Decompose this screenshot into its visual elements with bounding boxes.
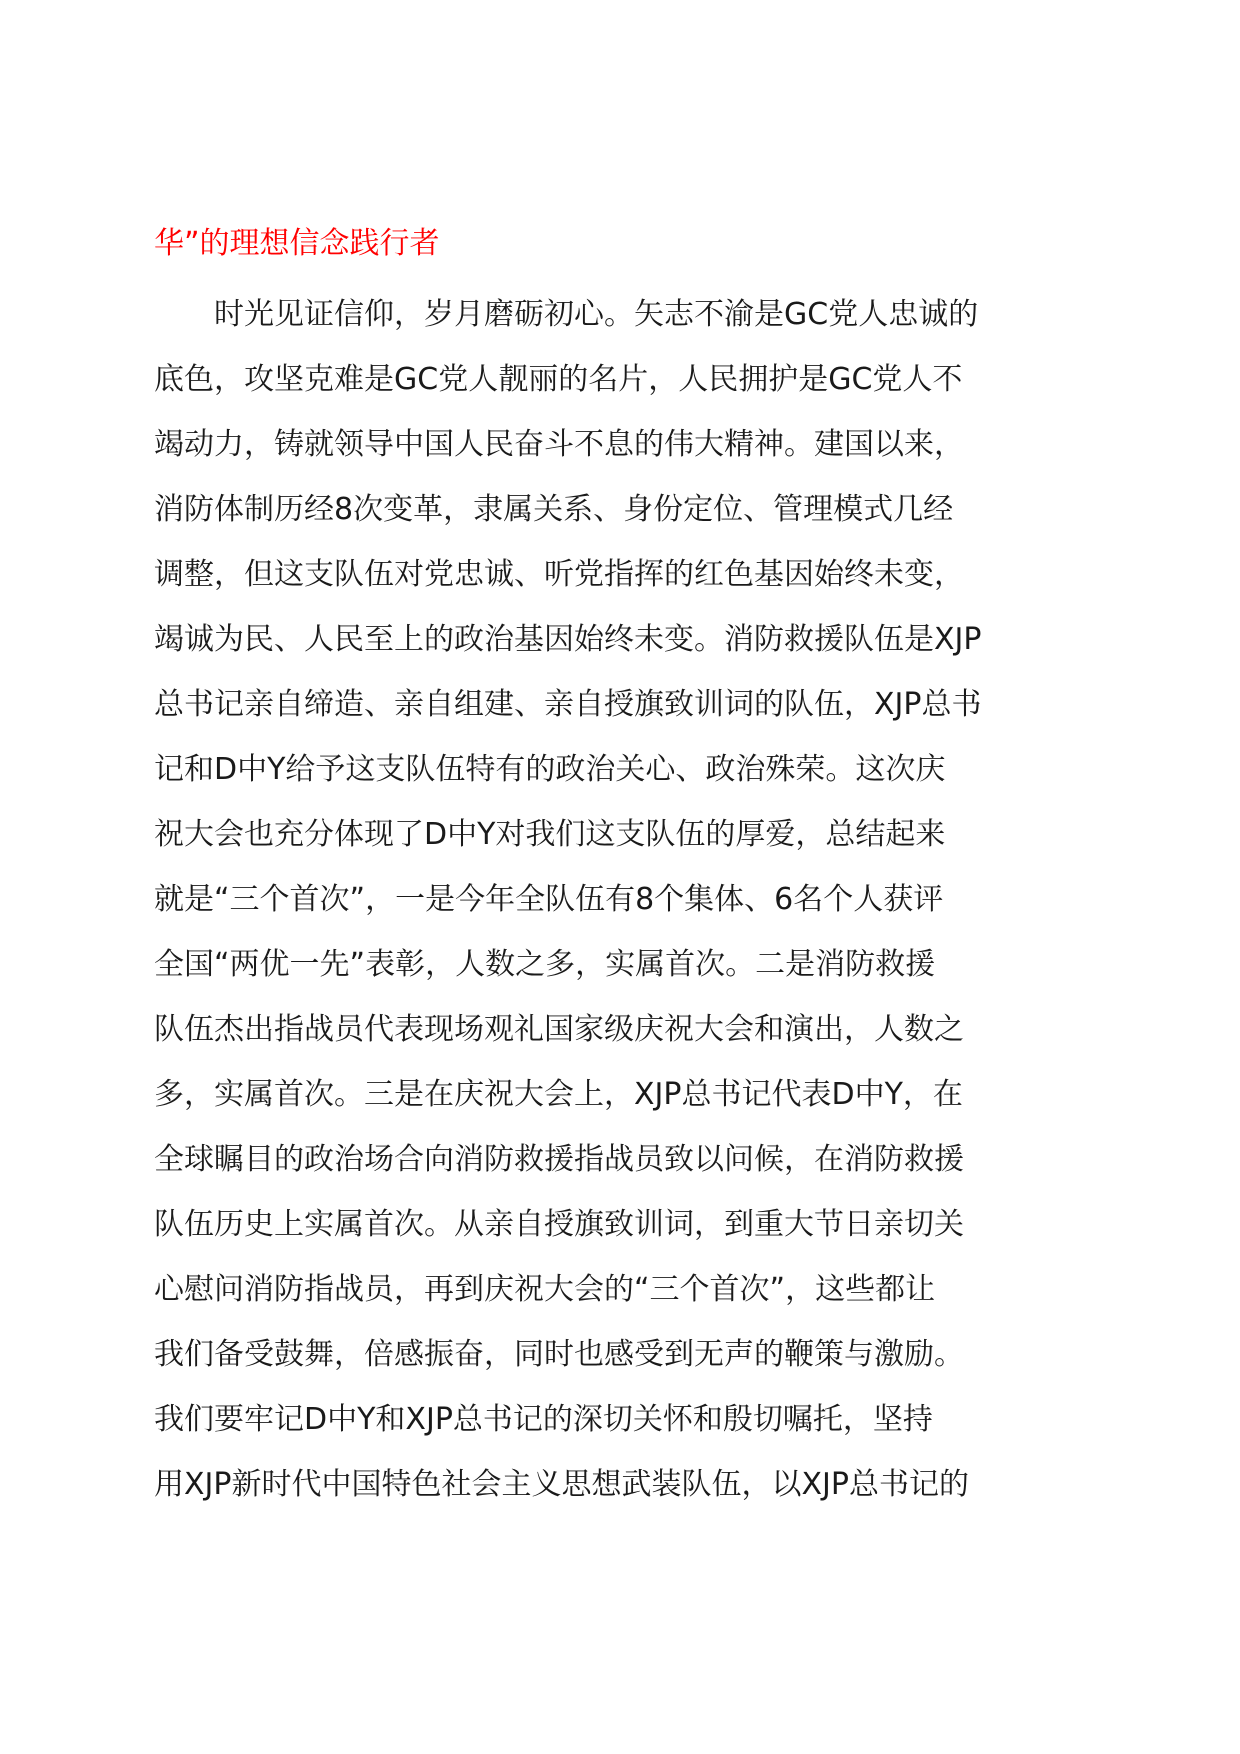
text-line: 队伍历史上实属首次。从亲自授旗致训词，到重大节日亲切关	[154, 1207, 964, 1242]
text-line: 消防体制历经8次变革，隶属关系、身份定位、管理模式几经	[154, 492, 954, 527]
text-line: 就是“三个首次”，一是今年全队伍有8个集体、6名个人获评	[154, 882, 944, 917]
text-line: 我们备受鼓舞，倍感振奋，同时也感受到无声的鞭策与激励。	[154, 1337, 964, 1372]
body-paragraph	[154, 282, 1094, 1517]
text-line: 多，实属首次。三是在庆祝大会上，XJP总书记代表D中Y，在	[154, 1077, 963, 1112]
text-line: 心慰问消防指战员，再到庆祝大会的“三个首次”，这些都让	[154, 1272, 936, 1307]
text-line: 队伍杰出指战员代表现场观礼国家级庆祝大会和演出，人数之	[154, 1012, 964, 1047]
text-line: 用XJP新时代中国特色社会主义思想武装队伍，以XJP总书记的	[154, 1467, 969, 1502]
section-heading: 华”的理想信念践行者	[154, 226, 440, 261]
text-line: 祝大会也充分体现了D中Y对我们这支队伍的厚爱，总结起来	[154, 817, 946, 852]
text-line: 时光见证信仰，岁月磨砺初心。矢志不渝是GC党人忠诚的	[154, 297, 979, 332]
text-line: 全国“两优一先”表彰，人数之多，实属首次。二是消防救援	[154, 947, 936, 982]
text-line: 我们要牢记D中Y和XJP总书记的深切关怀和殷切嘱托，坚持	[154, 1402, 933, 1437]
text-line: 竭动力，铸就领导中国人民奋斗不息的伟大精神。建国以来，	[154, 427, 964, 462]
text-line: 全球瞩目的政治场合向消防救援指战员致以问候，在消防救援	[154, 1142, 964, 1177]
text-line: 底色，攻坚克难是GC党人靓丽的名片，人民拥护是GC党人不	[154, 362, 963, 397]
text-line: 总书记亲自缔造、亲自组建、亲自授旗致训词的队伍，XJP总书	[154, 687, 982, 722]
text-line: 记和D中Y给予这支队伍特有的政治关心、政治殊荣。这次庆	[154, 752, 946, 787]
text-line: 竭诚为民、人民至上的政治基因始终未变。消防救援队伍是XJP	[154, 622, 982, 657]
text-line: 调整，但这支队伍对党忠诚、听党指挥的红色基因始终未变，	[154, 557, 964, 592]
